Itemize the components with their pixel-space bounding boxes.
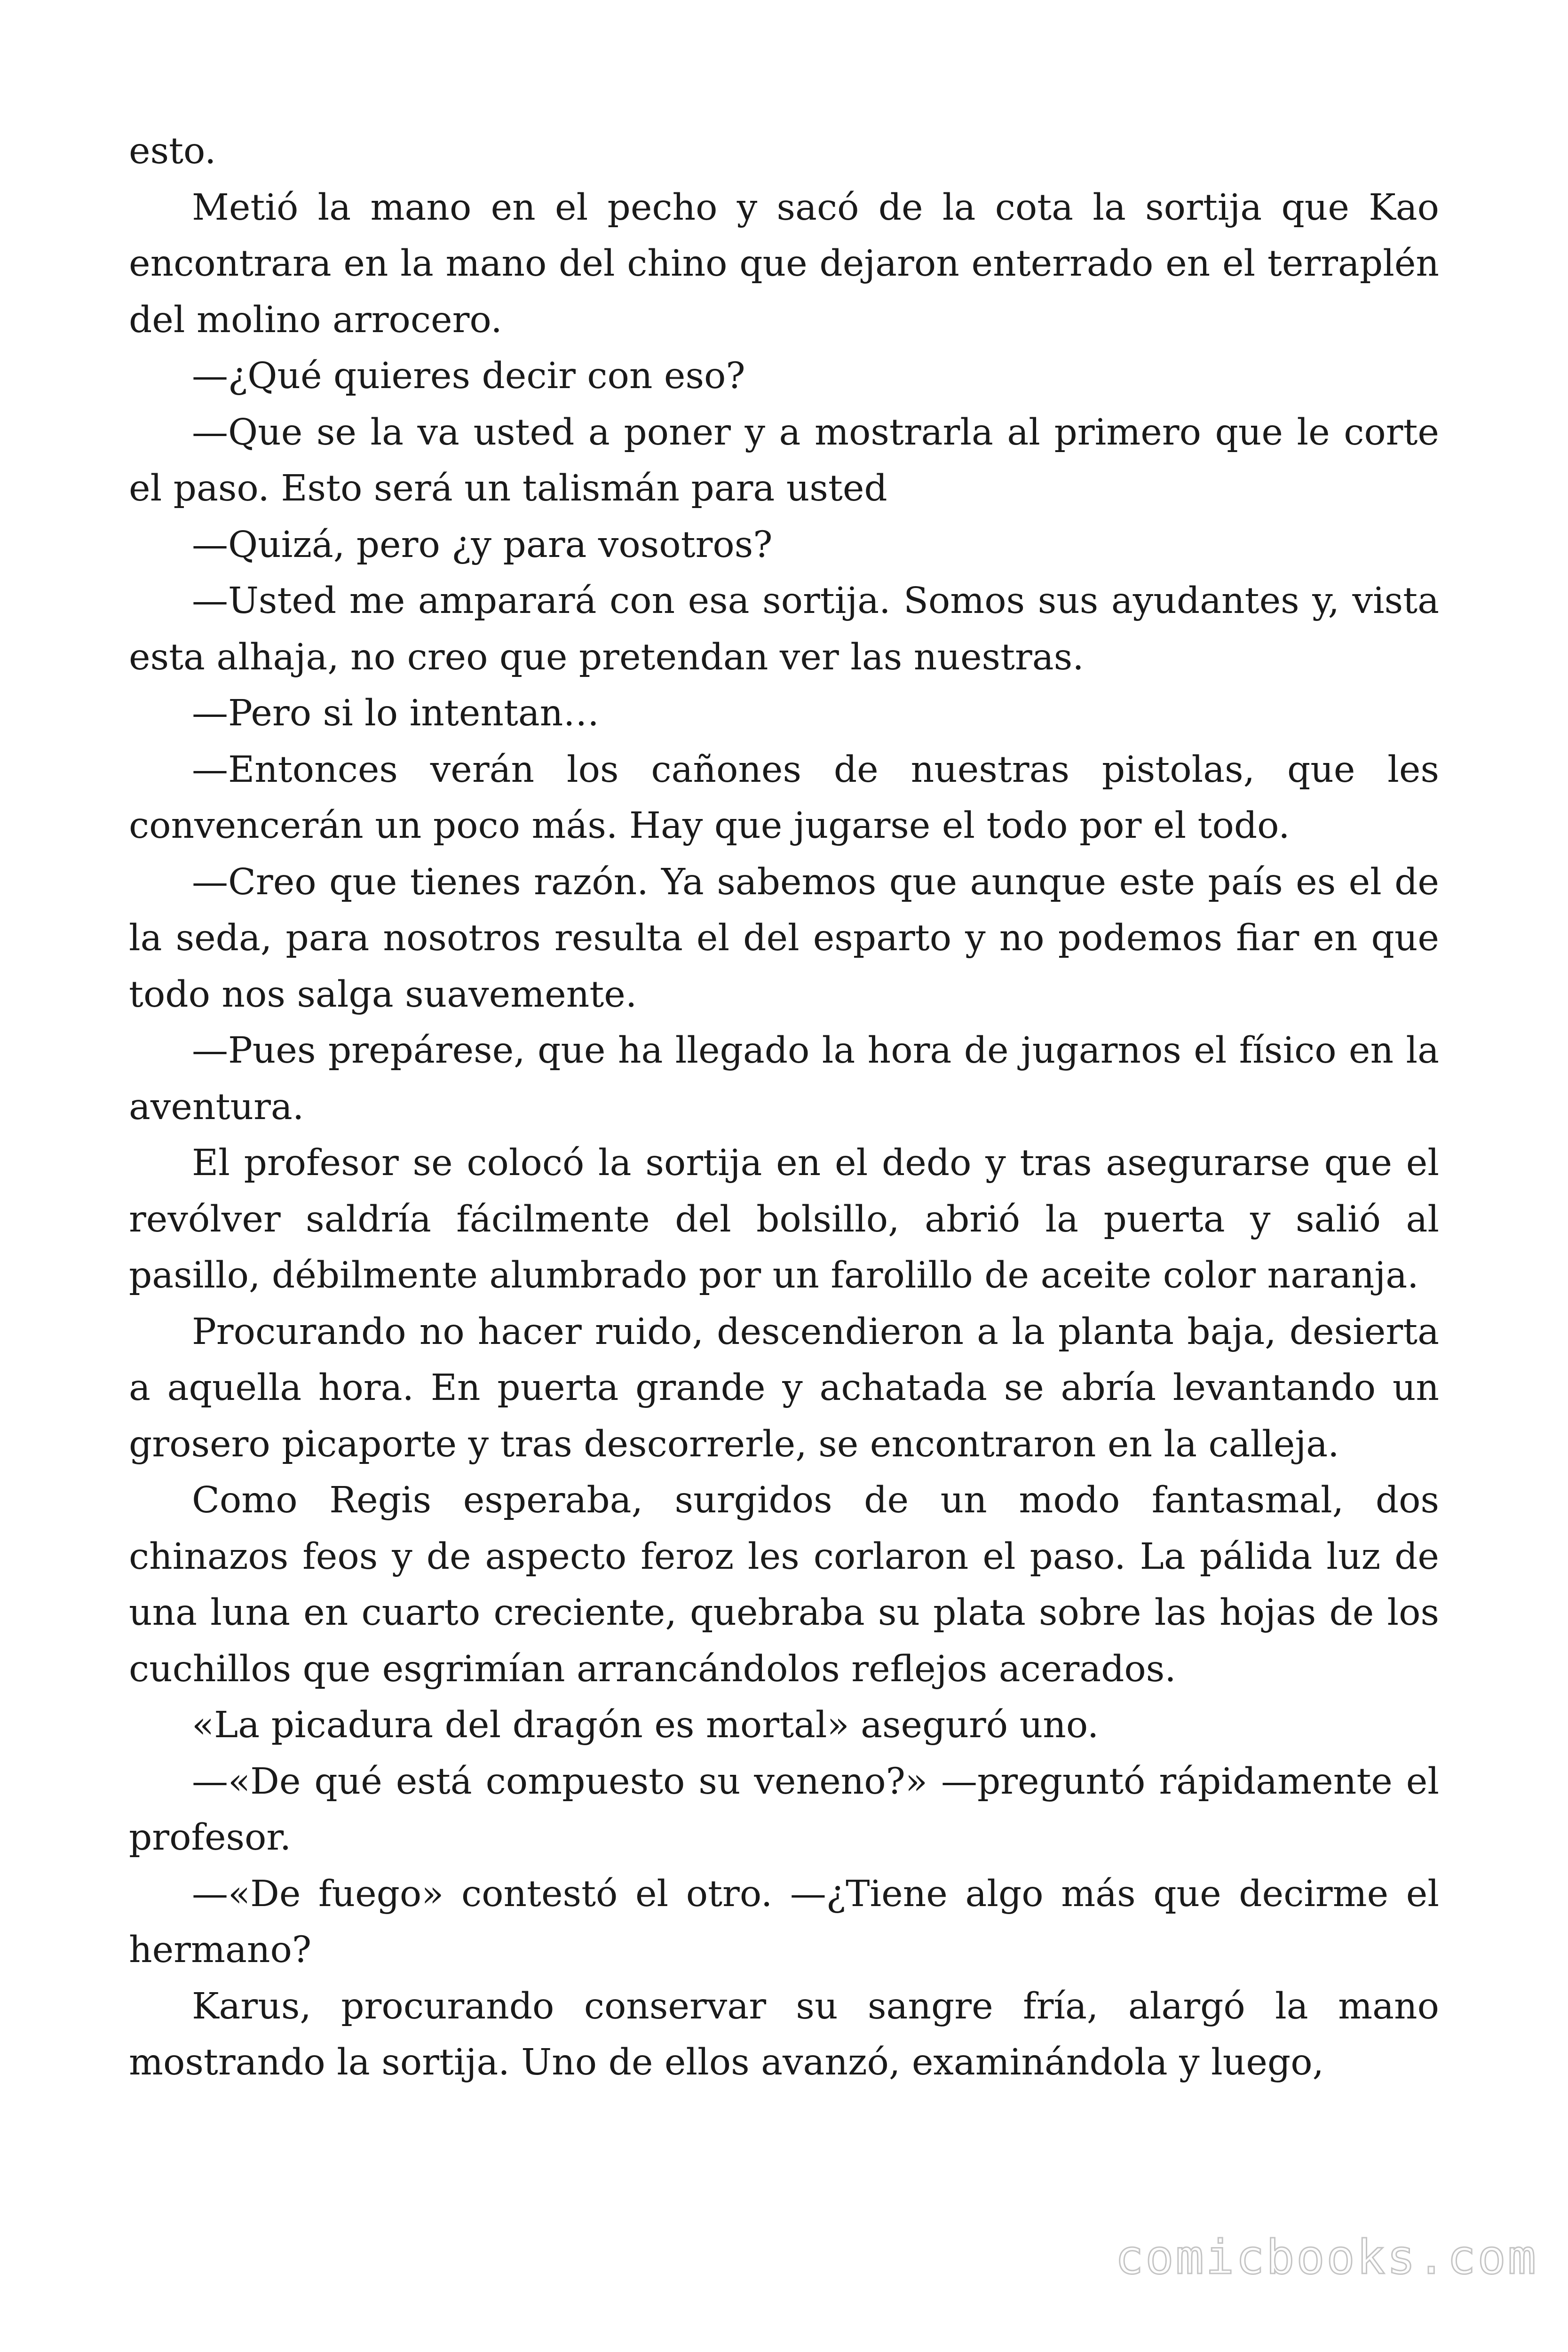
paragraph: —«De qué está compuesto su veneno?» —preguntó rápidamente el profesor. <box>129 1760 1439 1859</box>
paragraph: Procurando no hacer ruido, descendieron a la planta baja, desierta a aquella hora. En puerta grande y achatada se abría levantando un grosero picaporte y tras descorrerle, se encontraron en la calleja. <box>129 1311 1439 1465</box>
paragraph: «La picadura del dragón es mortal» aseguró uno. <box>192 1704 1099 1746</box>
paragraph: —Entonces verán los cañones de nuestras pistolas, que les convencerán un poco más. Hay que jugarse el todo por el todo. <box>129 748 1439 847</box>
paragraph: Como Regis esperaba, surgidos de un modo fantasmal, dos chinazos feos y de aspecto feroz les corlaron el paso. La pálida luz de una luna en cuarto creciente, quebraba su plata sobre las hojas de los cuchillos que esgrimían arrancándolos reflejos acerados. <box>129 1479 1439 1690</box>
paragraph: —Que se la va usted a poner y a mostrarla al primero que le corte el paso. Esto será un talismán para usted <box>129 411 1439 509</box>
paragraph: —«De fuego» contestó el otro. —¿Tiene algo más que decirme el hermano? <box>129 1873 1439 1971</box>
paragraph: Karus, procurando conservar su sangre fría, alargó la mano mostrando la sortija. Uno de ellos avanzó, examinándola y luego, <box>129 1985 1439 2083</box>
paragraph: —Pues prepárese, que ha llegado la hora de jugarnos el físico en la aventura. <box>129 1030 1439 1128</box>
paragraph: —Usted me amparará con esa sortija. Somos sus ayudantes y, vista esta alhaja, no creo que pretendan ver las nuestras. <box>129 580 1439 678</box>
paragraph: —¿Qué quieres decir con eso? <box>192 355 745 397</box>
paragraph: —Pero si lo intentan… <box>192 692 600 734</box>
paragraph: —Creo que tienes razón. Ya sabemos que aunque este país es el de la seda, para nosotros resulta el del esparto y no podemos fiar en que todo nos salga suavemente. <box>129 861 1439 1016</box>
paragraph: —Quizá, pero ¿y para vosotros? <box>192 524 773 566</box>
paragraph: esto. <box>129 130 216 172</box>
paragraph: El profesor se colocó la sortija en el dedo y tras asegurarse que el revólver saldría fácilmente del bolsillo, abrió la puerta y salió al pasillo, débilmente alumbrado por un farolillo de aceite color naranja. <box>129 1142 1439 1296</box>
page-body <box>129 123 1439 2091</box>
paragraph: Metió la mano en el pecho y sacó de la cota la sortija que Kao encontrara en la mano del chino que dejaron enterrado en el terraplén del molino arrocero. <box>129 186 1439 341</box>
watermark: comicbooks.com <box>1115 2230 1538 2285</box>
